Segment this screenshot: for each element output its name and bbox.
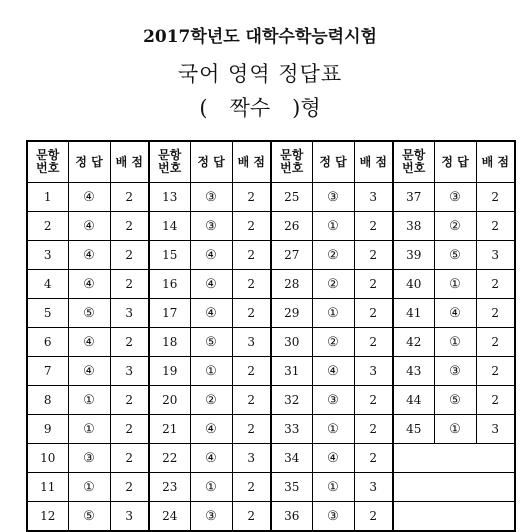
question-number: 44	[393, 386, 434, 415]
point-value: 3	[476, 241, 515, 270]
correct-answer: ①	[434, 328, 476, 357]
question-number: 15	[149, 241, 190, 270]
correct-answer: ③	[190, 502, 232, 532]
question-number: 23	[149, 473, 190, 502]
table-row	[27, 183, 515, 212]
question-number: 30	[271, 328, 312, 357]
point-value: 2	[110, 415, 149, 444]
form-type-label	[0, 92, 520, 122]
header-question-number: 문항 번호	[271, 141, 312, 183]
point-value: 3	[232, 328, 271, 357]
correct-answer: ⑤	[190, 328, 232, 357]
correct-answer: ④	[68, 241, 110, 270]
question-number: 39	[393, 241, 434, 270]
table-row	[27, 473, 515, 502]
correct-answer: ①	[312, 473, 354, 502]
correct-answer: ⑤	[68, 299, 110, 328]
table-row	[27, 415, 515, 444]
form-type-suffix: )형	[292, 96, 321, 120]
question-number: 21	[149, 415, 190, 444]
question-number: 6	[27, 328, 68, 357]
correct-answer: ⑤	[68, 502, 110, 532]
answer-key-table	[26, 140, 516, 532]
correct-answer: ④	[190, 299, 232, 328]
correct-answer: ①	[190, 357, 232, 386]
question-number: 1	[27, 183, 68, 212]
question-number: 24	[149, 502, 190, 532]
point-value: 2	[232, 473, 271, 502]
question-number: 28	[271, 270, 312, 299]
correct-answer: ④	[68, 357, 110, 386]
point-value: 2	[476, 299, 515, 328]
correct-answer: ①	[68, 415, 110, 444]
point-value: 3	[354, 183, 393, 212]
correct-answer: ①	[312, 299, 354, 328]
header-question-number: 문항 번호	[149, 141, 190, 183]
table-row	[27, 386, 515, 415]
header-points: 배 점	[232, 141, 271, 183]
question-number: 2	[27, 212, 68, 241]
point-value: 3	[354, 473, 393, 502]
point-value: 2	[232, 299, 271, 328]
question-number: 37	[393, 183, 434, 212]
correct-answer: ④	[312, 357, 354, 386]
point-value: 2	[476, 212, 515, 241]
correct-answer: ⑤	[434, 241, 476, 270]
point-value: 2	[354, 502, 393, 532]
point-value: 3	[110, 502, 149, 532]
point-value: 2	[476, 270, 515, 299]
correct-answer: ①	[312, 415, 354, 444]
point-value: 2	[232, 386, 271, 415]
point-value: 2	[110, 183, 149, 212]
point-value: 2	[476, 183, 515, 212]
point-value: 2	[354, 415, 393, 444]
table-row	[27, 444, 515, 473]
correct-answer: ①	[68, 473, 110, 502]
table-row	[27, 212, 515, 241]
header-points: 배 점	[354, 141, 393, 183]
header-answer: 정 답	[434, 141, 476, 183]
correct-answer: ④	[190, 270, 232, 299]
exam-title: 2017학년도 대학수학능력시험	[143, 27, 377, 47]
correct-answer: ①	[312, 212, 354, 241]
correct-answer: ④	[68, 183, 110, 212]
table-row	[27, 241, 515, 270]
question-number: 42	[393, 328, 434, 357]
form-type-name: 짝수	[229, 96, 271, 120]
question-number: 8	[27, 386, 68, 415]
question-number: 19	[149, 357, 190, 386]
header-points: 배 점	[476, 141, 515, 183]
point-value: 2	[354, 241, 393, 270]
question-number: 26	[271, 212, 312, 241]
empty-area	[393, 473, 515, 502]
point-value: 2	[110, 473, 149, 502]
table-row	[27, 502, 515, 532]
point-value: 2	[476, 357, 515, 386]
correct-answer: ③	[190, 212, 232, 241]
question-number: 9	[27, 415, 68, 444]
correct-answer: ①	[190, 473, 232, 502]
header-answer: 정 답	[312, 141, 354, 183]
correct-answer: ④	[190, 415, 232, 444]
correct-answer: ①	[68, 386, 110, 415]
point-value: 3	[232, 444, 271, 473]
point-value: 3	[110, 299, 149, 328]
point-value: 2	[354, 212, 393, 241]
table-row	[27, 328, 515, 357]
correct-answer: ③	[312, 502, 354, 532]
header-question-number: 문항 번호	[27, 141, 68, 183]
question-number: 4	[27, 270, 68, 299]
correct-answer: ①	[434, 415, 476, 444]
point-value: 2	[354, 270, 393, 299]
correct-answer: ④	[434, 299, 476, 328]
point-value: 2	[354, 444, 393, 473]
correct-answer: ②	[190, 386, 232, 415]
correct-answer: ⑤	[434, 386, 476, 415]
question-number: 16	[149, 270, 190, 299]
correct-answer: ①	[434, 270, 476, 299]
question-number: 33	[271, 415, 312, 444]
question-number: 20	[149, 386, 190, 415]
point-value: 3	[354, 357, 393, 386]
header-points: 배 점	[110, 141, 149, 183]
correct-answer: ④	[68, 328, 110, 357]
question-number: 7	[27, 357, 68, 386]
point-value: 2	[354, 299, 393, 328]
question-number: 12	[27, 502, 68, 532]
question-number: 14	[149, 212, 190, 241]
question-number: 3	[27, 241, 68, 270]
point-value: 2	[232, 241, 271, 270]
question-number: 29	[271, 299, 312, 328]
point-value: 2	[110, 212, 149, 241]
empty-area	[393, 502, 515, 532]
table-header-row	[27, 141, 515, 183]
question-number: 5	[27, 299, 68, 328]
point-value: 2	[232, 183, 271, 212]
point-value: 2	[110, 241, 149, 270]
question-number: 38	[393, 212, 434, 241]
point-value: 2	[232, 502, 271, 532]
question-number: 45	[393, 415, 434, 444]
empty-area	[393, 444, 515, 473]
question-number: 11	[27, 473, 68, 502]
header-answer: 정 답	[190, 141, 232, 183]
point-value: 2	[110, 270, 149, 299]
table-row	[27, 357, 515, 386]
correct-answer: ④	[190, 241, 232, 270]
point-value: 2	[476, 328, 515, 357]
correct-answer: ④	[312, 444, 354, 473]
question-number: 27	[271, 241, 312, 270]
header-question-number: 문항 번호	[393, 141, 434, 183]
correct-answer: ③	[190, 183, 232, 212]
point-value: 2	[110, 386, 149, 415]
form-type-open-paren: (	[199, 96, 208, 120]
question-number: 10	[27, 444, 68, 473]
question-number: 17	[149, 299, 190, 328]
point-value: 2	[354, 386, 393, 415]
correct-answer: ③	[434, 357, 476, 386]
point-value: 2	[232, 270, 271, 299]
question-number: 34	[271, 444, 312, 473]
point-value: 2	[232, 212, 271, 241]
point-value: 2	[476, 386, 515, 415]
correct-answer: ④	[190, 444, 232, 473]
point-value: 3	[110, 357, 149, 386]
question-number: 40	[393, 270, 434, 299]
question-number: 43	[393, 357, 434, 386]
correct-answer: ②	[312, 270, 354, 299]
question-number: 36	[271, 502, 312, 532]
point-value: 3	[476, 415, 515, 444]
point-value: 2	[110, 328, 149, 357]
question-number: 41	[393, 299, 434, 328]
correct-answer: ③	[68, 444, 110, 473]
correct-answer: ③	[312, 183, 354, 212]
correct-answer: ②	[312, 241, 354, 270]
question-number: 18	[149, 328, 190, 357]
correct-answer: ④	[68, 212, 110, 241]
question-number: 31	[271, 357, 312, 386]
point-value: 2	[232, 415, 271, 444]
correct-answer: ②	[434, 212, 476, 241]
correct-answer: ④	[68, 270, 110, 299]
table-row	[27, 270, 515, 299]
table-row	[27, 299, 515, 328]
point-value: 2	[110, 444, 149, 473]
question-number: 32	[271, 386, 312, 415]
correct-answer: ③	[312, 386, 354, 415]
point-value: 2	[232, 357, 271, 386]
question-number: 35	[271, 473, 312, 502]
question-number: 25	[271, 183, 312, 212]
answer-sheet-title: 국어 영역 정답표	[177, 62, 343, 86]
point-value: 2	[354, 328, 393, 357]
header-answer: 정 답	[68, 141, 110, 183]
question-number: 13	[149, 183, 190, 212]
correct-answer: ②	[312, 328, 354, 357]
correct-answer: ③	[434, 183, 476, 212]
question-number: 22	[149, 444, 190, 473]
